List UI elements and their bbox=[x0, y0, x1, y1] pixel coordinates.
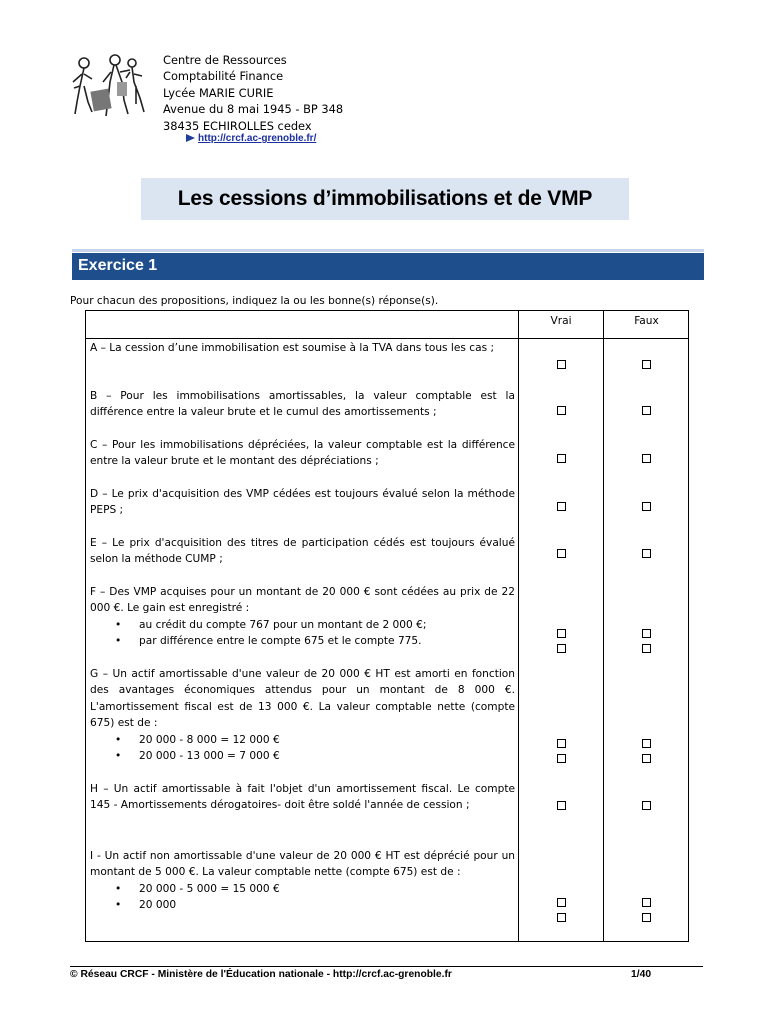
question-i bbox=[90, 848, 515, 914]
checkbox-a-faux[interactable] bbox=[642, 360, 651, 369]
answer-option bbox=[90, 633, 515, 649]
question-text: E – Le prix d'acquisition des titres de participation cédés est toujours évalué selon la méthode CUMP ; bbox=[90, 537, 515, 566]
question-g bbox=[90, 666, 515, 764]
bullet: • bbox=[115, 882, 122, 895]
checkbox-f1-faux[interactable] bbox=[642, 629, 651, 638]
arrow-right-icon bbox=[186, 134, 195, 142]
answer-option bbox=[90, 881, 515, 897]
bullet: • bbox=[115, 899, 122, 912]
checkbox-h-vrai[interactable] bbox=[557, 801, 566, 810]
bullet: • bbox=[115, 618, 122, 631]
checkbox-c-faux[interactable] bbox=[642, 454, 651, 463]
column-header-vrai: Vrai bbox=[550, 315, 572, 327]
exercise-header-bar bbox=[72, 253, 704, 280]
footer-divider bbox=[70, 966, 703, 967]
option-text: 20 000 - 13 000 = 7 000 € bbox=[139, 750, 280, 763]
checkbox-f2-faux[interactable] bbox=[642, 644, 651, 653]
checkbox-f2-vrai[interactable] bbox=[557, 644, 566, 653]
document-title: Les cessions d’immobilisations et de VMP bbox=[177, 187, 593, 210]
answer-option bbox=[90, 732, 515, 748]
question-text: D – Le prix d'acquisition des VMP cédées est toujours évalué selon la méthode PEPS ; bbox=[90, 488, 515, 517]
org-line-2: Comptabilité Finance bbox=[163, 69, 284, 84]
document-title-box bbox=[141, 178, 629, 220]
question-f bbox=[90, 584, 515, 650]
org-line-5: 38435 ECHIROLLES cedex bbox=[163, 118, 312, 133]
bullet: • bbox=[115, 635, 122, 648]
question-text: C – Pour les immobilisations dépréciées, la valeur comptable est la différence entre la valeur brute et le montant des dépréciations ; bbox=[90, 439, 515, 468]
table-header-divider bbox=[86, 338, 688, 339]
checkbox-a-vrai[interactable] bbox=[557, 360, 566, 369]
question-d bbox=[90, 486, 515, 519]
question-e bbox=[90, 535, 515, 568]
option-text: 20 000 bbox=[139, 899, 177, 912]
checkbox-c-vrai[interactable] bbox=[557, 454, 566, 463]
checkbox-d-faux[interactable] bbox=[642, 502, 651, 511]
question-b bbox=[90, 388, 515, 421]
checkbox-b-vrai[interactable] bbox=[557, 406, 566, 415]
question-text: G – Un actif amortissable d'une valeur de 20 000 € HT est amorti en fonction des avantages économiques attendus pour un montant de 8 000 €. L'amortissement fiscal est de 13 000 €. La valeur comptable nette (compte 675) est de : bbox=[90, 668, 515, 730]
question-a bbox=[90, 340, 515, 356]
option-text: 20 000 - 5 000 = 15 000 € bbox=[139, 882, 280, 895]
option-text: au crédit du compte 767 pour un montant de 2 000 €; bbox=[139, 618, 427, 631]
answer-option bbox=[90, 617, 515, 633]
question-table bbox=[85, 310, 689, 942]
checkbox-i1-faux[interactable] bbox=[642, 898, 651, 907]
checkbox-h-faux[interactable] bbox=[642, 801, 651, 810]
option-text: 20 000 - 8 000 = 12 000 € bbox=[139, 733, 280, 746]
question-c bbox=[90, 437, 515, 470]
question-h bbox=[90, 781, 515, 814]
checkbox-e-vrai[interactable] bbox=[557, 549, 566, 558]
answer-option bbox=[90, 897, 515, 913]
website-link[interactable]: http://crcf.ac-grenoble.fr/ bbox=[198, 133, 317, 144]
answer-option bbox=[90, 748, 515, 764]
checkbox-g1-vrai[interactable] bbox=[557, 739, 566, 748]
checkbox-g1-faux[interactable] bbox=[642, 739, 651, 748]
exercise-divider bbox=[72, 249, 704, 252]
checkbox-g2-vrai[interactable] bbox=[557, 754, 566, 763]
bullet: • bbox=[115, 733, 122, 746]
page-number: 1/40 bbox=[631, 969, 652, 980]
checkbox-i2-vrai[interactable] bbox=[557, 913, 566, 922]
question-text: I - Un actif non amortissable d'une valeur de 20 000 € HT est déprécié pour un montant de 5 000 €. La valeur comptable nette (compte 675) est de : bbox=[90, 850, 515, 879]
checkbox-d-vrai[interactable] bbox=[557, 502, 566, 511]
org-line-1: Centre de Ressources bbox=[163, 53, 287, 67]
question-text: F – Des VMP acquises pour un montant de 20 000 € sont cédées au prix de 22 000 €. Le gain est enregistré : bbox=[90, 586, 515, 615]
checkbox-b-faux[interactable] bbox=[642, 406, 651, 415]
organization-address bbox=[163, 52, 343, 134]
org-line-3: Lycée MARIE CURIE bbox=[163, 85, 274, 100]
table-column-divider bbox=[518, 311, 519, 941]
org-line-4: Avenue du 8 mai 1945 - BP 348 bbox=[163, 102, 344, 117]
checkbox-e-faux[interactable] bbox=[642, 549, 651, 558]
column-header-faux: Faux bbox=[634, 315, 659, 327]
option-text: par différence entre le compte 675 et le compte 775. bbox=[139, 635, 422, 648]
bullet: • bbox=[115, 750, 122, 763]
crcf-logo bbox=[70, 52, 152, 128]
checkbox-f1-vrai[interactable] bbox=[557, 629, 566, 638]
exercise-title: Exercice 1 bbox=[78, 257, 158, 274]
checkbox-g2-faux[interactable] bbox=[642, 754, 651, 763]
checkbox-i1-vrai[interactable] bbox=[557, 898, 566, 907]
question-text: B – Pour les immobilisations amortissables, la valeur comptable est la différence entre la valeur brute et le cumul des amortissements ; bbox=[90, 390, 515, 419]
question-text: H – Un actif amortissable à fait l'objet d'un amortissement fiscal. Le compte 145 - Amortissements dérogatoires- doit être soldé l'année de cession ; bbox=[90, 783, 515, 812]
table-column-divider bbox=[603, 311, 604, 941]
checkbox-i2-faux[interactable] bbox=[642, 913, 651, 922]
question-text: A – La cession d’une immobilisation est soumise à la TVA dans tous les cas ; bbox=[90, 342, 495, 354]
footer-copyright: © Réseau CRCF - Ministère de l'Éducation nationale - http://crcf.ac-grenoble.fr bbox=[70, 969, 452, 980]
website-link-row bbox=[186, 133, 316, 144]
exercise-instruction: Pour chacun des propositions, indiquez la ou les bonne(s) réponse(s). bbox=[70, 295, 439, 307]
